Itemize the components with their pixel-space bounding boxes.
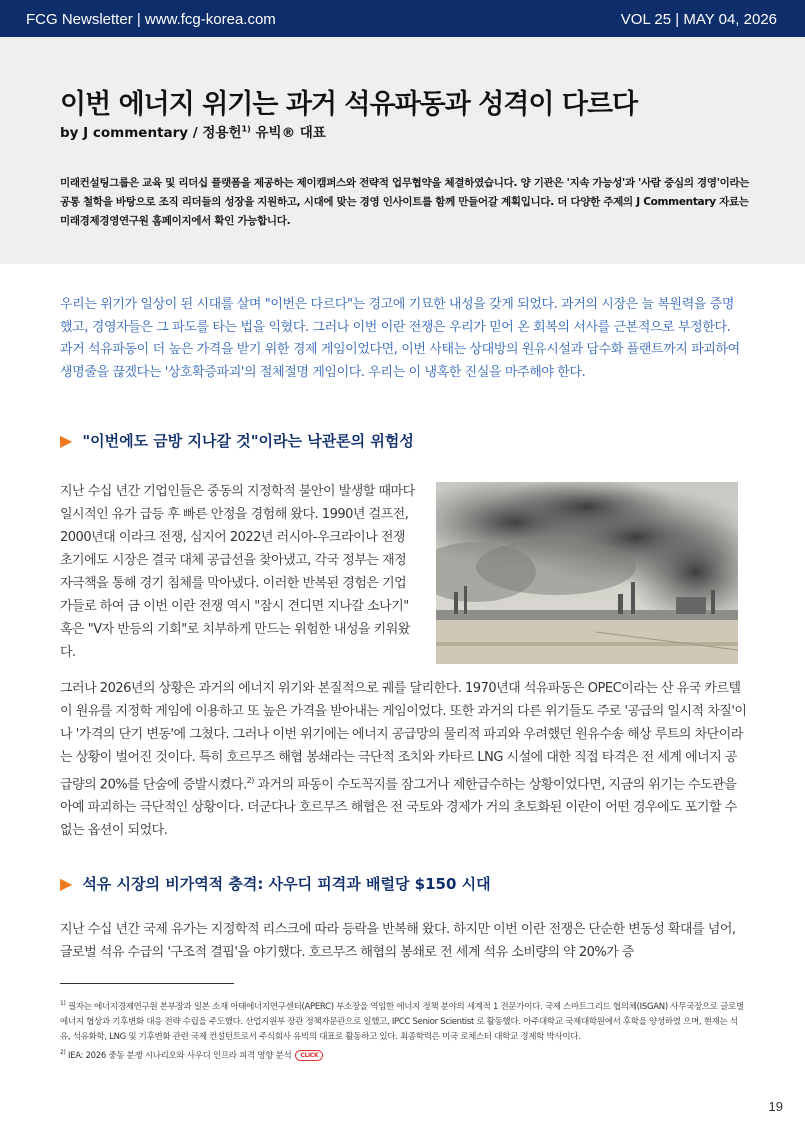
top-bar [0, 0, 805, 37]
section-heading-text: "이번에도 금방 지나갈 것"이라는 낙관론의 위험성 [82, 432, 414, 450]
para2-text-a: 그러나 2026년의 상황은 과거의 에너지 위기와 본질적으로 궤를 달리한다. 1970년대 석유파동은 OPEC이라는 산 유국 카르텔이 원유를 지정학 게임에 이용하고 또 높은 가격을 받아내는 게임이었다. 또한 과거의 다른 위기들도 주로 '공급의 일시적 차질'이나 '가격의 단기 변동'에 그쳤다. 그러나 이번 위기에는 에너지 공급망의 물리적 파괴와 우려했던 원유수송 해상 루트의 차단이라는 상황이 벌어진 것이다. 특히 호르무즈 해협 봉쇄라는 극단적 조치와 카타르 LNG 시설에 대한 직접 타격은 전 세계 에너지 공급량의 20%를 단숨에 증발시켰다. [60, 681, 747, 793]
footnote-text: 필자는 에너지경제연구원 본부장과 일본 소재 아태에너지연구센터(APERC) 부소장을 역임한 에너지 정책 분야의 세계적 1 전문가이다. 국제 스마트그리드 협의체(ISGAN) 사무국장으로 글로벌 에너지 협상과 기후변화 대응 전략 수립을 주도했다. 산업지원부 장관 정책자문관으로 일했고, IPCC Senior Scientist 로 활동했다. 아주대학교 국제대학원에서 후학을 양성하였 으며, 현재는 석유, 석유화학, LNG 및 기후변화 관련 국제 컨설턴트로서 주식회사 유빅의 대표로 활동하고 있다. 최종학력은 미국 로체스터 대학교 경제학 박사이다. [60, 1001, 744, 1042]
article-header [0, 37, 805, 264]
byline-author: by J commentary / 정용헌 [60, 125, 242, 141]
issue-date: VOL 25 | MAY 04, 2026 [620, 11, 777, 28]
body-paragraph-3: 지난 수십 년간 국제 유가는 지정학적 리스크에 따라 등락을 반복해 왔다. 하지만 이번 이란 전쟁은 단순한 변동성 확대를 넘어, 글로벌 석유 수급의 '구조적 결핍'을 야기했다. 호르무즈 해협의 봉쇄로 전 세계 석유 소비량의 약 20%가 증 [60, 922, 736, 960]
footnote-number: 1) [60, 1000, 66, 1007]
footnotes [60, 996, 748, 1064]
intro-text: 미래컨설팅그룹은 교육 및 리더십 플랫폼을 제공하는 제이캠퍼스와 전략적 업무협약을 체결하였습니다. 양 기관은 '지속 가능성'과 '사람 중심의 경영'이라는 공통 철학을 바탕으로 조직 리더들의 성장을 지원하고, 시대에 맞는 경영 인사이트를 함께 만들어갈 계획입니다. 더 다양한 주제의 J Commentary 자료는 미래경제경영연구원 홈페이지에서 확인 가능합니다. [60, 177, 750, 227]
section-heading-2 [60, 873, 491, 894]
footnote-2 [60, 1045, 748, 1064]
footnote-ref[interactable]: 1) [241, 124, 251, 134]
body-paragraph-2 [60, 677, 748, 842]
footnote-text: IEA: 2026 중동 분쟁 시나리오와 사우디 인프라 피격 영향 분석 [65, 1050, 292, 1061]
footnote-1 [60, 996, 748, 1045]
footnote-divider [60, 983, 234, 984]
section-heading-1 [60, 430, 414, 451]
byline [60, 121, 326, 141]
triangle-bullet-icon: ▶ [60, 874, 73, 893]
byline-role: 유빅® 대표 [250, 125, 326, 141]
body-paragraph-1: 지난 수십 년간 기업인들은 중동의 지정학적 불안이 발생할 때마다 일시적인 유가 급등 후 빠른 안정을 경험해 왔다. 1990년 걸프전, 2000년대 이라크 전쟁, 심지어 2022년 러시아-우크라이나 전쟁 초기에도 시장은 결국 대체 공급선을 찾아냈고, 각국 정부는 재정 자극책을 통해 경기 침체를 막아냈다. 이러한 반복된 경험은 기업가들로 하여 금 이번 이란 전쟁 역시 "잠시 견디면 지나갈 소나기" 혹은 "V자 반등의 기회"로 치부하게 만드는 위험한 내성을 키워왔다. [60, 484, 415, 660]
newsletter-site: FCG Newsletter | www.fcg-korea.com [26, 11, 276, 28]
article-title: 이번 에너지 위기는 과거 석유파동과 성격이 다르다 [60, 89, 638, 120]
refinery-smoke-photo [436, 482, 738, 664]
refinery-smoke-image [436, 482, 738, 664]
footnote-ref[interactable]: 2) [246, 776, 254, 785]
footnote-number: 2) [60, 1048, 66, 1056]
page-number: 19 [768, 1099, 783, 1114]
triangle-bullet-icon: ▶ [60, 431, 73, 450]
click-link-button[interactable]: CLICK [295, 1050, 323, 1061]
section-heading-text: 석유 시장의 비가역적 충격: 사우디 피격과 배럴당 $150 시대 [82, 875, 491, 893]
lead-paragraph: 우리는 위기가 일상이 된 시대를 살며 "이번은 다르다"는 경고에 기묘한 내성을 갖게 되었다. 과거의 시장은 늘 복원력을 증명했고, 경영자들은 그 파도를 타는 법을 익혔다. 그러나 이번 이란 전쟁은 우리가 믿어 온 회복의 서사를 근본적으로 부정한다. 과거 석유파동이 더 높은 가격을 받기 위한 경제 게임이었다면, 이번 사태는 상대방의 원유시설과 담수화 플랜트까지 파괴하여 생명줄을 끊겠다는 '상호확증파괴'의 절체절명 게임이다. 우리는 이 냉혹한 진실을 마주해야 한다. [60, 297, 740, 380]
para2-text-b: 과거의 파동이 수도꼭지를 잠그거나 제한급수하는 상황이었다면, 지금의 위기는 수도관을 아예 파괴하는 극단적인 상황이다. 더군다나 호르무즈 해협은 전 국토와 경제가 거의 초토화된 이란이 어떤 경우에도 포기할 수 없는 옵션이 되었다. [60, 777, 737, 839]
